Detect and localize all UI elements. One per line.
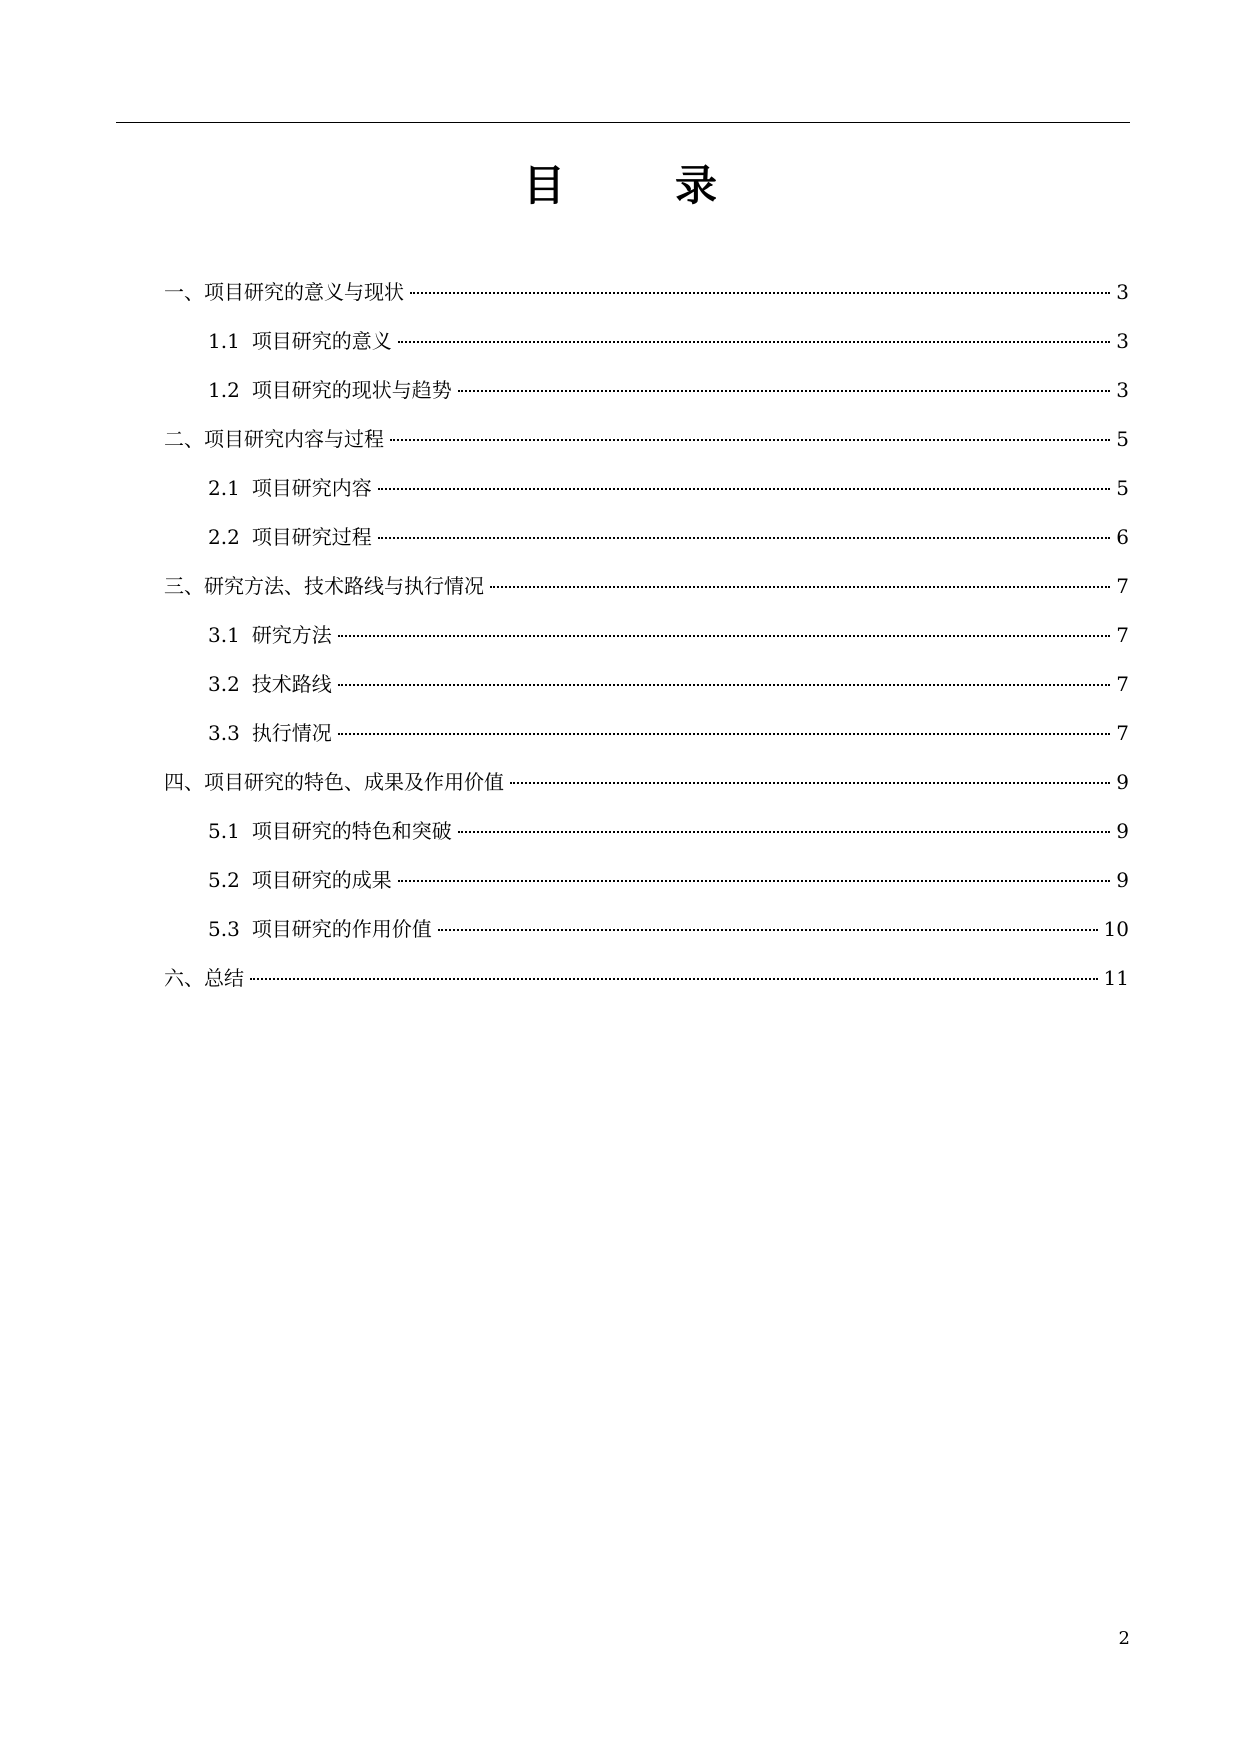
toc-entry-title: 项目研究的特色和突破 [251, 819, 452, 843]
toc-entry-number: 2.1 [208, 476, 240, 500]
toc-entry-title: 项目研究的意义 [251, 329, 392, 353]
toc-entry[interactable] [164, 566, 1129, 615]
toc-entry-title: 四、项目研究的特色、成果及作用价值 [164, 770, 504, 794]
toc-entry-title: 执行情况 [251, 721, 332, 745]
toc-dot-leader [458, 390, 1110, 392]
toc-entry-number: 1.2 [208, 378, 240, 402]
toc-entry-page: 11 [1103, 966, 1129, 990]
toc-entry-page: 6 [1116, 525, 1129, 549]
toc-entry-page: 7 [1116, 721, 1129, 745]
toc-entry-page: 10 [1103, 917, 1129, 941]
toc-entry-title: 项目研究的成果 [251, 868, 392, 892]
toc-entry[interactable] [164, 321, 1129, 370]
toc-dot-leader [378, 488, 1110, 490]
toc-entry-page: 7 [1116, 574, 1129, 598]
toc-dot-leader [338, 684, 1110, 686]
toc-entry-number: 5.1 [208, 819, 240, 843]
toc-entry[interactable] [164, 517, 1129, 566]
toc-entry-page: 7 [1116, 672, 1129, 696]
toc-entry-page: 7 [1116, 623, 1129, 647]
toc-dot-leader [490, 586, 1110, 588]
toc-entry-title: 三、研究方法、技术路线与执行情况 [164, 574, 484, 598]
toc-dot-leader [398, 341, 1110, 343]
toc-entry-title: 一、项目研究的意义与现状 [164, 280, 404, 304]
toc-entry-page: 9 [1116, 770, 1129, 794]
toc-entry-page: 3 [1116, 280, 1129, 304]
toc-entry-title: 技术路线 [251, 672, 332, 696]
page-number: 2 [1118, 1628, 1130, 1649]
toc-entry[interactable] [164, 860, 1129, 909]
toc-dot-leader [458, 831, 1110, 833]
toc-dot-leader [390, 439, 1110, 441]
toc-dot-leader [378, 537, 1110, 539]
toc-dot-leader [438, 929, 1098, 931]
toc-entry[interactable] [164, 419, 1129, 468]
toc-entry-number: 5.3 [208, 917, 240, 941]
toc-dot-leader [250, 978, 1098, 980]
toc-entry-title: 项目研究过程 [251, 525, 372, 549]
toc-entry-title: 六、总结 [164, 966, 244, 990]
toc-entry[interactable] [164, 958, 1129, 1007]
toc-title: 目 录 [522, 161, 751, 210]
toc-entry-title: 项目研究的作用价值 [251, 917, 432, 941]
toc-entry-number: 3.1 [208, 623, 240, 647]
toc-entry-number: 5.2 [208, 868, 240, 892]
toc-entry[interactable] [164, 370, 1129, 419]
toc-entry-page: 5 [1116, 476, 1129, 500]
toc-entry[interactable] [164, 811, 1129, 860]
toc-entry-number: 3.2 [208, 672, 240, 696]
toc-entry-page: 9 [1116, 819, 1129, 843]
toc-dot-leader [338, 635, 1110, 637]
toc-dot-leader [510, 782, 1110, 784]
toc-entry-page: 3 [1116, 329, 1129, 353]
toc-entry-number: 2.2 [208, 525, 240, 549]
toc-entry-page: 3 [1116, 378, 1129, 402]
toc-entry-title: 项目研究内容 [251, 476, 372, 500]
toc-entry[interactable] [164, 615, 1129, 664]
toc-dot-leader [410, 292, 1110, 294]
toc-entry[interactable] [164, 272, 1129, 321]
toc-entry[interactable] [164, 664, 1129, 713]
toc-entry-number: 1.1 [208, 329, 240, 353]
toc-dot-leader [338, 733, 1110, 735]
toc-dot-leader [398, 880, 1110, 882]
header-rule [116, 122, 1130, 123]
toc-entry-page: 5 [1116, 427, 1129, 451]
toc-entry-title: 二、项目研究内容与过程 [164, 427, 384, 451]
toc-entry-title: 项目研究的现状与趋势 [251, 378, 452, 402]
toc-entry[interactable] [164, 713, 1129, 762]
toc-entry[interactable] [164, 468, 1129, 517]
toc-entry[interactable] [164, 909, 1129, 958]
toc-entry-title: 研究方法 [251, 623, 332, 647]
toc-entry[interactable] [164, 762, 1129, 811]
table-of-contents [164, 272, 1129, 1007]
toc-entry-page: 9 [1116, 868, 1129, 892]
toc-entry-number: 3.3 [208, 721, 240, 745]
